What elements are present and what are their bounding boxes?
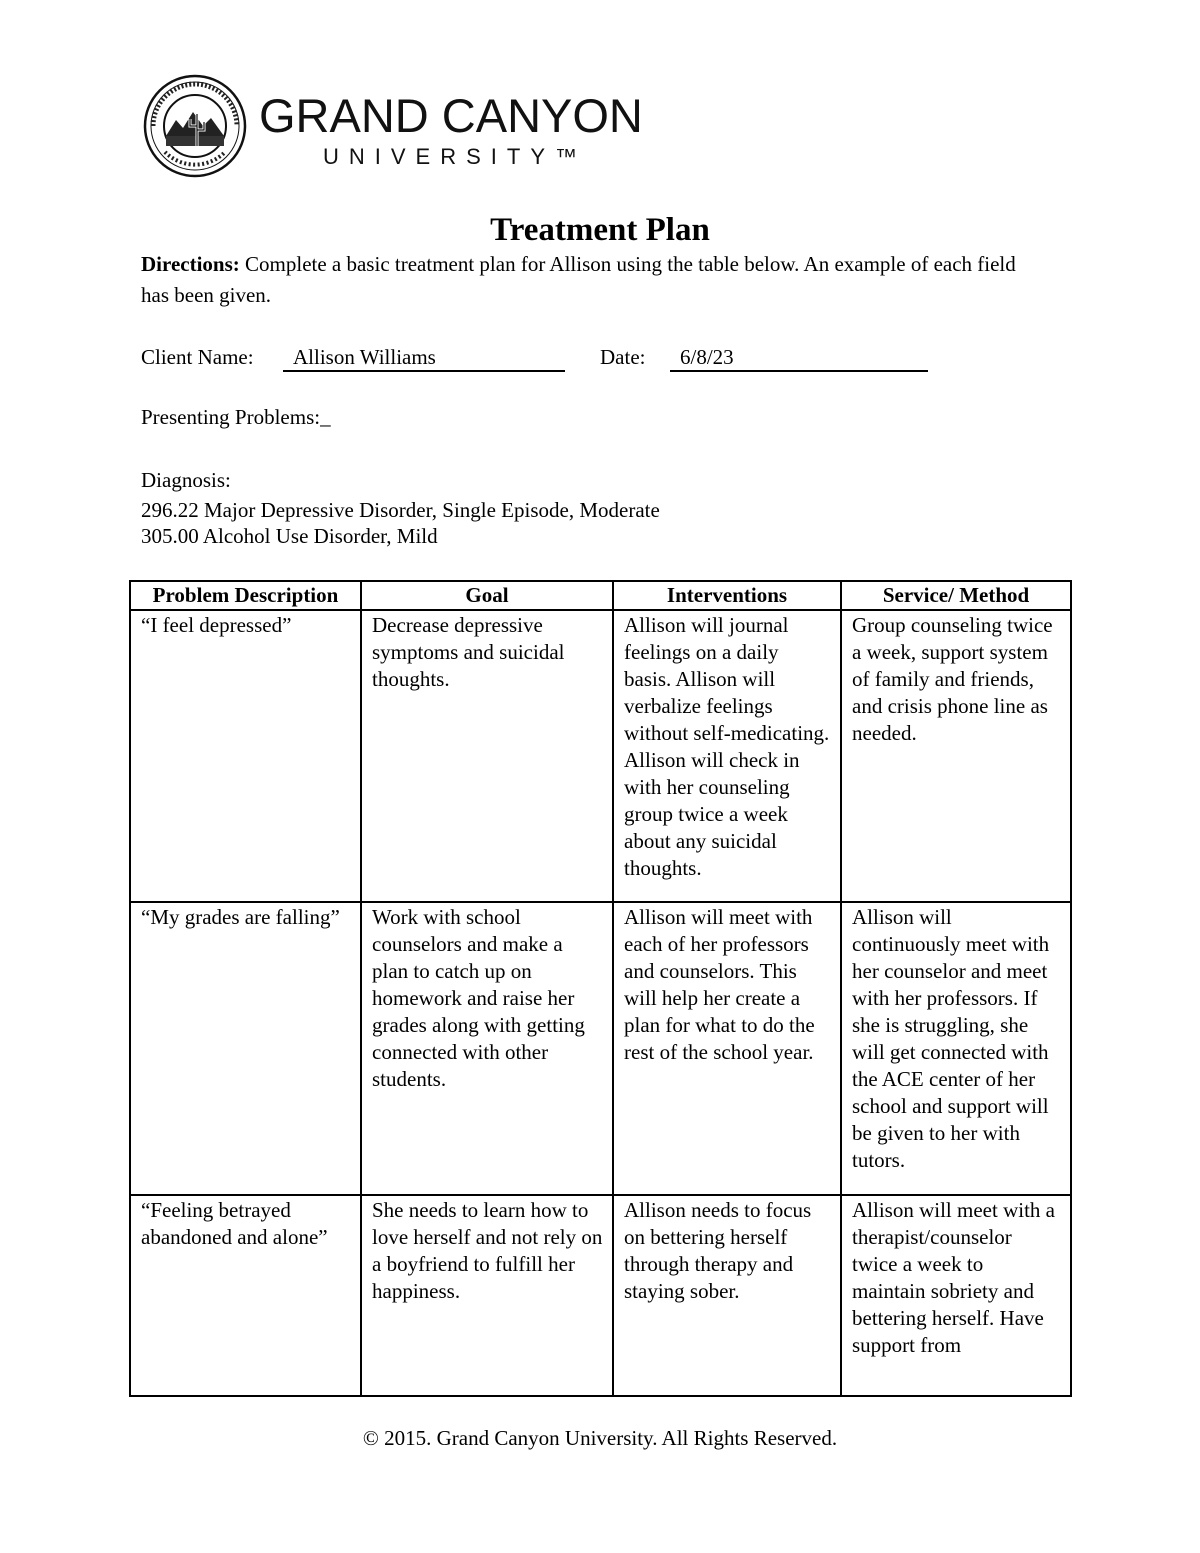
client-name-label: Client Name: xyxy=(141,345,254,369)
diagnosis-line: 296.22 Major Depressive Disorder, Single Episode, Moderate xyxy=(141,498,660,522)
cell-service: Allison will continuously meet with her counselor and meet with her professors. If she is struggling, she will get connected with the ACE center of her school and support will be given to her with tutors. xyxy=(841,902,1071,1195)
cell-service: Allison will meet with a therapist/counselor twice a week to maintain sobriety and bettering herself. Have support from xyxy=(841,1195,1071,1396)
directions-label: Directions: xyxy=(141,252,240,276)
logo-wordmark-line2: UNIVERSITY™ xyxy=(323,144,588,169)
university-logo xyxy=(143,74,643,178)
university-seal-icon xyxy=(143,74,247,178)
cell-goal: Decrease depressive symptoms and suicidal thoughts. xyxy=(361,610,613,902)
cell-interventions: Allison will journal feelings on a daily basis. Allison will verbalize feelings without self-medicating. Allison will check in with her counseling group twice a week about any suicidal thoughts. xyxy=(613,610,841,902)
treatment-plan-table xyxy=(129,580,1072,1397)
date-label: Date: xyxy=(600,345,646,369)
diagnosis-line: 305.00 Alcohol Use Disorder, Mild xyxy=(141,524,438,548)
cell-interventions: Allison will meet with each of her professors and counselors. This will help her create a plan for what to do the rest of the school year. xyxy=(613,902,841,1195)
cell-problem: “Feeling betrayed abandoned and alone” xyxy=(130,1195,361,1396)
header-goal: Goal xyxy=(361,581,613,610)
client-name-field[interactable]: Allison Williams xyxy=(283,344,565,372)
logo-wordmark-line1: GRAND CANYON xyxy=(259,89,643,142)
cell-service: Group counseling twice a week, support system of family and friends, and crisis phone line as needed. xyxy=(841,610,1071,902)
header-service-method: Service/ Method xyxy=(841,581,1071,610)
header-problem-description: Problem Description xyxy=(130,581,361,610)
diagnosis-label: Diagnosis: xyxy=(141,468,231,492)
table-row xyxy=(130,610,1071,902)
cell-problem: “I feel depressed” xyxy=(130,610,361,902)
presenting-problems-label: Presenting Problems:_ xyxy=(141,405,331,429)
directions xyxy=(141,249,1041,311)
cell-interventions: Allison needs to focus on bettering herself through therapy and staying sober. xyxy=(613,1195,841,1396)
cell-goal: She needs to learn how to love herself and not rely on a boyfriend to fulfill her happiness. xyxy=(361,1195,613,1396)
cell-goal: Work with school counselors and make a plan to catch up on homework and raise her grades along with getting connected with other students. xyxy=(361,902,613,1195)
copyright-footer: © 2015. Grand Canyon University. All Rights Reserved. xyxy=(362,1426,838,1450)
directions-text: Complete a basic treatment plan for Allison using the table below. An example of each field has been given. xyxy=(141,252,1016,307)
table-row xyxy=(130,1195,1071,1396)
header-interventions: Interventions xyxy=(613,581,841,610)
table-row xyxy=(130,902,1071,1195)
cell-problem: “My grades are falling” xyxy=(130,902,361,1195)
table-header-row xyxy=(130,581,1071,610)
date-field[interactable]: 6/8/23 xyxy=(670,344,928,372)
page-title: Treatment Plan xyxy=(490,212,710,248)
